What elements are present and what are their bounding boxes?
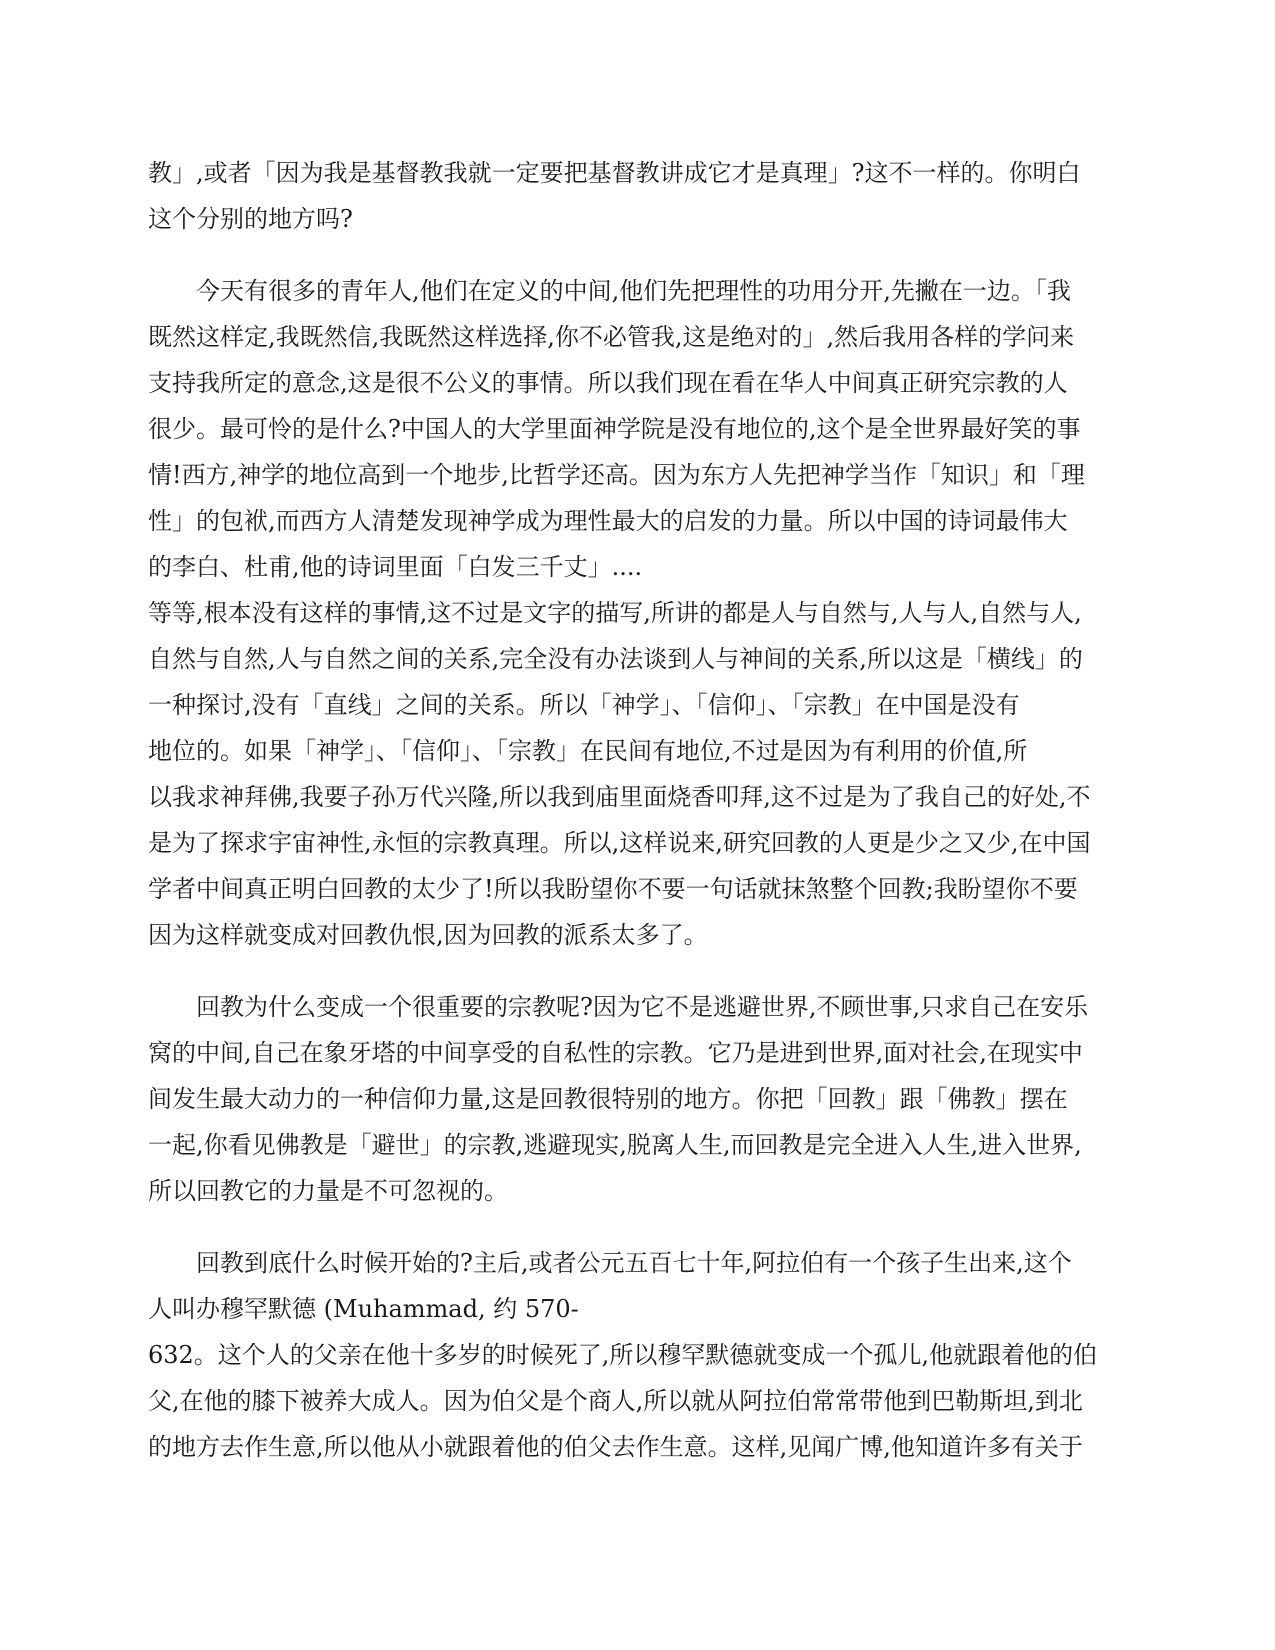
text-line: 是为了探求宇宙神性,永恒的宗教真理。所以,这样说来,研究回教的人更是少之又少,在中国 bbox=[148, 829, 1091, 857]
text-line: 632。这个人的父亲在他十多岁的时候死了,所以穆罕默德就变成一个孤儿,他就跟着他的伯 bbox=[148, 1341, 1098, 1369]
text-line: 的地方去作生意,所以他从小就跟着他的伯父去作生意。这样,见闻广博,他知道许多有关于 bbox=[148, 1433, 1083, 1461]
text-line: 回教为什么变成一个很重要的宗教呢?因为它不是逃避世界,不顾世事,只求自己在安乐 bbox=[196, 993, 1089, 1021]
text-line: 地位的。如果「神学」、「信仰」、「宗教」在民间有地位,不过是因为有利用的价值,所 bbox=[148, 737, 1028, 765]
text-line: 回教到底什么时候开始的?主后,或者公元五百七十年,阿拉伯有一个孩子生出来,这个 bbox=[196, 1249, 1072, 1277]
text-line: 情!西方,神学的地位高到一个地步,比哲学还高。因为东方人先把神学当作「知识」和「理 bbox=[148, 461, 1085, 489]
text-line: 学者中间真正明白回教的太少了!所以我盼望你不要一句话就抹煞整个回教;我盼望你不要 bbox=[148, 875, 1078, 903]
paragraph-gap bbox=[148, 1214, 1123, 1240]
text-line: 今天有很多的青年人,他们在定义的中间,他们先把理性的功用分开,先撇在一边。「我 bbox=[196, 277, 1071, 305]
paragraph-3 bbox=[148, 984, 1123, 1214]
paragraph-1 bbox=[148, 150, 1123, 242]
text-line: 的李白、杜甫,他的诗词里面「白发三千丈」.... bbox=[148, 553, 643, 581]
paragraph-gap bbox=[148, 958, 1123, 984]
text-line: 所以回教它的力量是不可忽视的。 bbox=[148, 1177, 508, 1205]
text-line: 以我求神拜佛,我要子孙万代兴隆,所以我到庙里面烧香叩拜,这不过是为了我自己的好处,不 bbox=[148, 783, 1091, 811]
text-line: 等等,根本没有这样的事情,这不过是文字的描写,所讲的都是人与自然与,人与人,自然与人, bbox=[148, 599, 1082, 627]
text-line: 人叫办穆罕默德 (Muhammad, 约 570- bbox=[148, 1295, 579, 1323]
text-line: 自然与自然,人与自然之间的关系,完全没有办法谈到人与神间的关系,所以这是「横线」的 bbox=[148, 645, 1083, 673]
text-line: 很少。最可怜的是什么?中国人的大学里面神学院是没有地位的,这个是全世界最好笑的事 bbox=[148, 415, 1081, 443]
text-line: 这个分别的地方吗? bbox=[148, 205, 353, 233]
text-line: 教」,或者「因为我是基督教我就一定要把基督教讲成它才是真理」?这不一样的。你明白 bbox=[148, 159, 1081, 187]
paragraph-gap bbox=[148, 242, 1123, 268]
text-line: 因为这样就变成对回教仇恨,因为回教的派系太多了。 bbox=[148, 921, 708, 949]
paragraph-4 bbox=[148, 1240, 1123, 1470]
text-line: 一起,你看见佛教是「避世」的宗教,逃避现实,脱离人生,而回教是完全进入人生,进入世界, bbox=[148, 1131, 1082, 1159]
text-line: 间发生最大动力的一种信仰力量,这是回教很特别的地方。你把「回教」跟「佛教」摆在 bbox=[148, 1085, 1068, 1113]
text-line: 支持我所定的意念,这是很不公义的事情。所以我们现在看在华人中间真正研究宗教的人 bbox=[148, 369, 1068, 397]
text-line: 既然这样定,我既然信,我既然这样选择,你不必管我,这是绝对的」,然后我用各样的学问来 bbox=[148, 323, 1075, 351]
text-line: 窝的中间,自己在象牙塔的中间享受的自私性的宗教。它乃是进到世界,面对社会,在现实中 bbox=[148, 1039, 1083, 1067]
document-body bbox=[148, 150, 1123, 1470]
paragraph-2 bbox=[148, 268, 1123, 958]
text-line: 父,在他的膝下被养大成人。因为伯父是个商人,所以就从阿拉伯常常带他到巴勒斯坦,到北 bbox=[148, 1387, 1083, 1415]
text-line: 一种探讨,没有「直线」之间的关系。所以「神学」、「信仰」、「宗教」在中国是没有 bbox=[148, 691, 1020, 719]
text-line: 性」的包袱,而西方人清楚发现神学成为理性最大的启发的力量。所以中国的诗词最伟大 bbox=[148, 507, 1068, 535]
